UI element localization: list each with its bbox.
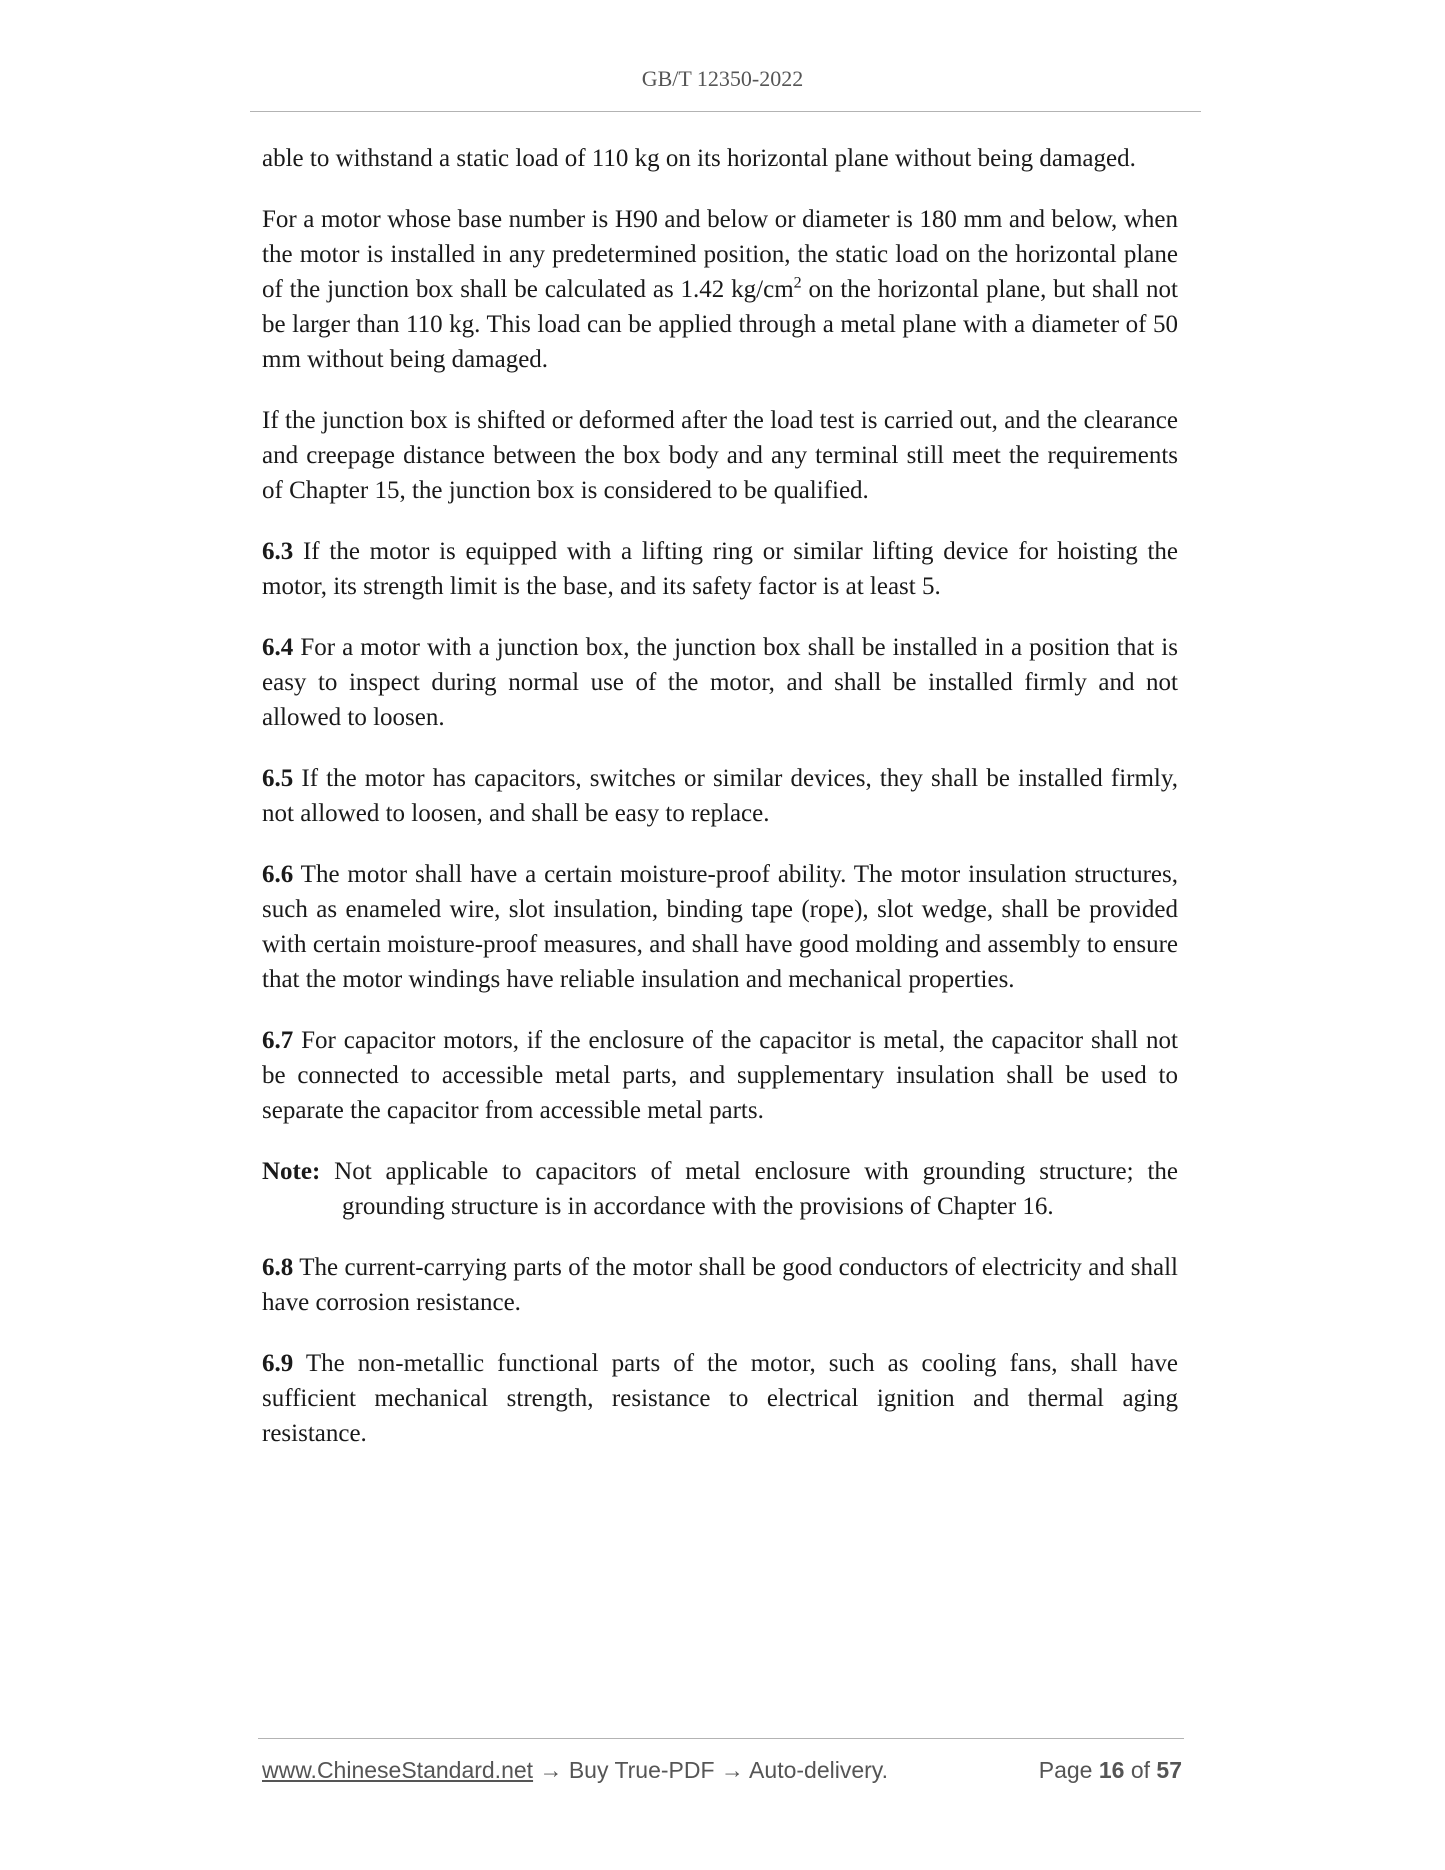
website-link[interactable]: www.ChineseStandard.net xyxy=(262,1757,534,1783)
clause-text: The motor shall have a certain moisture-proof ability. The motor insulation structures, such as enameled wire, slot insulation, binding tape (rope), slot wedge, shall be provided with certain moisture-proof measures, and shall have good molding and assembly to ensure that the motor windings have reliable insulation and mechanical properties. xyxy=(262,861,1178,993)
clause-text: For capacitor motors, if the enclosure of the capacitor is metal, the capacitor shall not be connected to accessible metal parts, and supplementary insulation shall be used to separate the capacitor from accessible metal parts. xyxy=(262,1027,1178,1124)
paragraph-junction-box-qualified: If the junction box is shifted or deformed after the load test is carried out, and the clearance and creepage distance between the box body and any terminal still meet the requirements of Chapter 15, the junction box is considered to be qualified. xyxy=(262,407,1178,504)
clause-6-8 xyxy=(262,1250,1178,1320)
footer-divider xyxy=(258,1738,1184,1739)
page-label: Page xyxy=(1038,1757,1099,1783)
clause-number: 6.4 xyxy=(262,634,294,661)
clause-6-5 xyxy=(262,761,1178,831)
clause-6-9 xyxy=(262,1346,1178,1451)
page-of: of xyxy=(1124,1757,1157,1783)
note-text: Not applicable to capacitors of metal enclosure with grounding structure; the grounding structure is in accordance with the provisions of Chapter 16. xyxy=(320,1158,1178,1220)
page-indicator xyxy=(1039,1757,1182,1784)
clause-number: 6.5 xyxy=(262,765,294,792)
clause-number: 6.9 xyxy=(262,1350,294,1377)
clause-number: 6.3 xyxy=(262,538,294,565)
clause-text: If the motor is equipped with a lifting ring or similar lifting device for hoisting the motor, its strength limit is the base, and its safety factor is at least 5. xyxy=(262,538,1178,600)
clause-number: 6.7 xyxy=(262,1027,294,1054)
note-label: Note: xyxy=(262,1158,321,1185)
clause-number: 6.8 xyxy=(262,1254,294,1281)
document-body xyxy=(262,141,1178,1477)
clause-number: 6.6 xyxy=(262,861,294,888)
page-current: 16 xyxy=(1098,1757,1125,1783)
footer-promo-text: → Buy True-PDF → Auto-delivery. xyxy=(533,1757,888,1783)
clause-text: The current-carrying parts of the motor shall be good conductors of electricity and shall have corrosion resistance. xyxy=(262,1254,1178,1316)
page-total: 57 xyxy=(1156,1757,1182,1783)
paragraph-text: For a motor whose base number is H90 and below or diameter is 180 mm and below, when the motor is installed in any predetermined position, the static load on the horizontal plane of the junction box shall be calculated as 1.42 kg/cm xyxy=(262,206,1178,303)
paragraph-continuation: able to withstand a static load of 110 kg on its horizontal plane without being damaged. xyxy=(262,145,1136,172)
running-header: GB/T 12350-2022 xyxy=(641,66,804,91)
paragraph-text: on the horizontal plane, but shall not be larger than 110 kg. This load can be applied through a metal plane with a diameter of 50 mm without being damaged. xyxy=(262,276,1178,373)
clause-text: If the motor has capacitors, switches or similar devices, they shall be installed firmly, not allowed to loosen, and shall be easy to replace. xyxy=(262,765,1178,827)
clause-text: The non-metallic functional parts of the motor, such as cooling fans, shall have sufficient mechanical strength, resistance to electrical ignition and thermal aging resistance. xyxy=(262,1350,1178,1447)
superscript: 2 xyxy=(793,274,802,292)
footer-promo xyxy=(262,1757,888,1784)
clause-text: For a motor with a junction box, the junction box shall be installed in a position that is easy to inspect during normal use of the motor, and shall be installed firmly and not allowed to loosen. xyxy=(262,634,1178,731)
page-footer xyxy=(262,1757,1182,1789)
clause-6-4 xyxy=(262,630,1178,735)
clause-6-7 xyxy=(262,1023,1178,1128)
paragraph-small-motor-load xyxy=(262,202,1178,377)
header-divider xyxy=(250,111,1201,112)
clause-6-3 xyxy=(262,534,1178,604)
clause-6-6 xyxy=(262,857,1178,997)
note xyxy=(262,1154,1178,1224)
